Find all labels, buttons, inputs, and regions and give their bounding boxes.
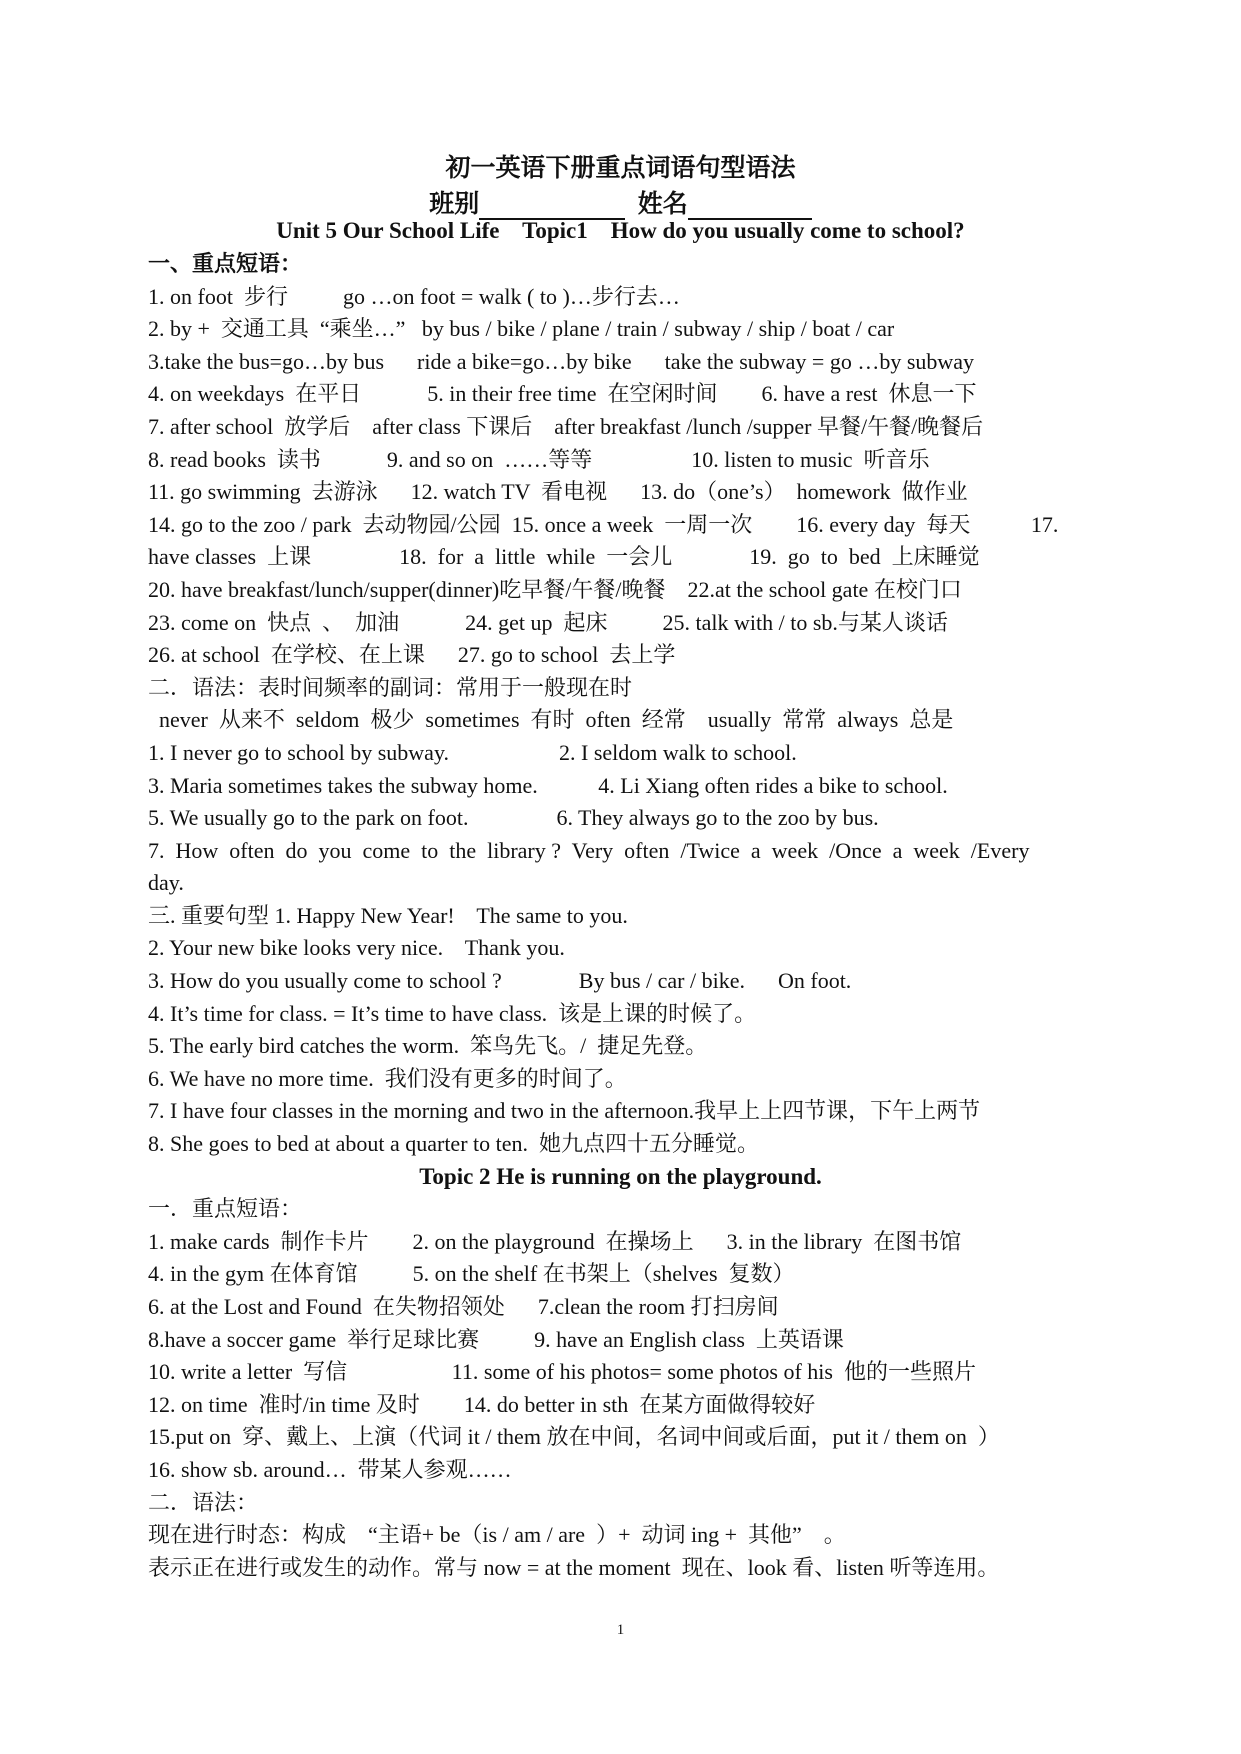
text-line: 16. show sb. around… 带某人参观…… <box>148 1456 512 1482</box>
class-blank[interactable] <box>479 194 625 220</box>
text-line: 现在进行时态：构成 “主语+ be（is / am / are ）+ 动词 ing + 其他” 。 <box>148 1522 846 1548</box>
text-line: 7. I have four classes in the morning and two in the afternoon.我早上上四节课，下午上两节 <box>148 1098 981 1124</box>
text-line: 7. after school 放学后 after class 下课后 after breakfast /lunch /supper 早餐/午餐/晚餐后 <box>148 413 984 439</box>
text-line: 2. by + 交通工具 “乘坐…” by bus / bike / plane / train / subway / ship / boat / car <box>148 316 895 342</box>
section-heading: 三. 重要句型 1. Happy New Year! The same to you. <box>148 902 628 928</box>
text-line: 10. write a letter 写信 11. some of his photos= some photos of his 他的一些照片 <box>148 1359 976 1385</box>
text-line: 4. in the gym 在体育馆 5. on the shelf 在书架上（shelves 复数） <box>148 1261 795 1287</box>
section-heading: 二．语法：表时间频率的副词：常用于一般现在时 <box>148 674 633 700</box>
text-line: 26. at school 在学校、在上课 27. go to school 去上学 <box>148 642 676 668</box>
text-line: 11. go swimming 去游泳 12. watch TV 看电视 13. do（one’s） homework 做作业 <box>148 479 968 505</box>
text-line: 8. She goes to bed at about a quarter to ten. 她九点四十五分睡觉。 <box>148 1131 760 1157</box>
text-line: 6. at the Lost and Found 在失物招领处 7.clean the room 打扫房间 <box>148 1294 779 1319</box>
text-line: 1. make cards 制作卡片 2. on the playground 在操场上 3. in the library 在图书馆 <box>148 1228 962 1254</box>
text-line: 6. We have no more time. 我们没有更多的时间了。 <box>148 1065 627 1091</box>
section-heading: 二．语法： <box>148 1489 259 1515</box>
text-line: 2. Your new bike looks very nice. Thank you. <box>148 935 565 961</box>
text-line: 1. on foot 步行 go …on foot = walk ( to )…步行去… <box>148 283 680 309</box>
document-body <box>148 248 1093 1584</box>
text-line: 3. Maria sometimes takes the subway home. 4. Li Xiang often rides a bike to school. <box>148 772 948 798</box>
text-line: 表示正在进行或发生的动作。常与 now = at the moment 现在、look 看、listen 听等连用。 <box>148 1554 1000 1580</box>
class-label: 班别 <box>429 191 480 218</box>
text-line: 5. The early bird catches the worm. 笨鸟先飞。/ 捷足先登。 <box>148 1033 708 1059</box>
text-line: 3. How do you usually come to school ? By bus / car / bike. On foot. <box>148 968 852 994</box>
text-line: day. <box>148 870 184 896</box>
text-line: 12. on time 准时/in time 及时 14. do better in sth 在某方面做得较好 <box>148 1391 816 1417</box>
text-line: 15.put on 穿、戴上、上演（代词 it / them 放在中间，名词中间或后面，put it / them on ） <box>148 1424 1000 1450</box>
page-title: 初一英语下册重点词语句型语法 <box>445 155 796 182</box>
section-heading: 一、重点短语： <box>148 251 303 276</box>
text-line: 1. I never go to school by subway. 2. I seldom walk to school. <box>148 739 797 765</box>
text-line: 7. How often do you come to the library ? Very often /Twice a week /Once a week /Every <box>148 837 1030 863</box>
name-blank[interactable] <box>688 194 812 220</box>
text-line: 8.have a soccer game 举行足球比赛 9. have an English class 上英语课 <box>148 1326 844 1352</box>
text-line: 3.take the bus=go…by bus ride a bike=go…by bike take the subway = go …by subway <box>148 348 975 374</box>
name-row <box>0 184 1241 220</box>
text-line: 5. We usually go to the park on foot. 6. They always go to the zoo by bus. <box>148 805 879 831</box>
topic2-heading: Topic 2 He is running on the playground. <box>419 1163 822 1189</box>
text-line: 4. It’s time for class. = It’s time to have class. 该是上课的时候了。 <box>148 1000 757 1026</box>
text-line: have classes 上课 18. for a little while 一会儿 19. go to bed 上床睡觉 <box>148 544 980 570</box>
page-number: 1 <box>616 1622 625 1638</box>
text-line: 8. read books 读书 9. and so on ……等等 10. listen to music 听音乐 <box>148 446 930 472</box>
unit-heading: Unit 5 Our School Life Topic1 How do you usually come to school? <box>276 218 965 243</box>
text-line: 20. have breakfast/lunch/supper(dinner)吃早餐/午餐/晚餐 22.at the school gate 在校门口 <box>148 576 962 602</box>
text-line: 14. go to the zoo / park 去动物园/公园 15. once a week 一周一次 16. every day 每天 17. <box>148 511 1059 537</box>
text-line: 23. come on 快点 、 加油 24. get up 起床 25. talk with / to sb.与某人谈话 <box>148 609 948 635</box>
text-line: 4. on weekdays 在平日 5. in their free time 在空闲时间 6. have a rest 休息一下 <box>148 381 977 407</box>
text-line: never 从来不 seldom 极少 sometimes 有时 often 经常 usually 常常 always 总是 <box>148 707 954 733</box>
section-heading: 一．重点短语： <box>148 1196 303 1222</box>
name-label: 姓名 <box>637 191 688 218</box>
